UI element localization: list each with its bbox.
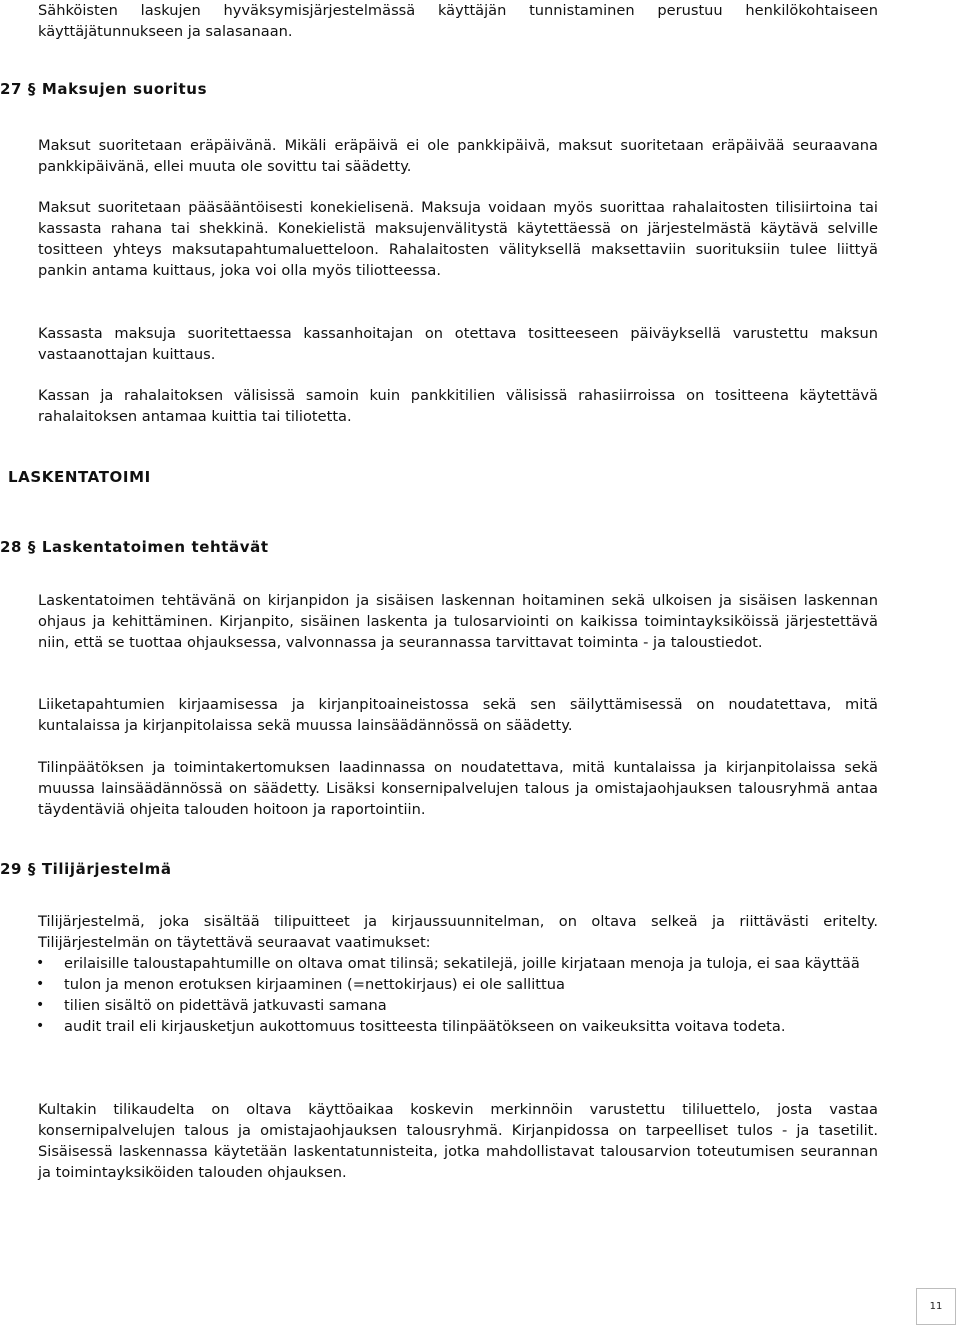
- paragraph-bank-transfers: Kassan ja rahalaitoksen välisissä samoin kuin pankkitilien välisissä rahasiirroissa on tositteena käytettävä rahalaitoksen antamaa kuittia tai tiliotetta.: [38, 387, 878, 425]
- list-item-text: tulon ja menon erotuksen kirjaaminen (=nettokirjaus) ei ole sallittua: [64, 976, 565, 993]
- paragraph-authentication: Sähköisten laskujen hyväksymisjärjestelmässä käyttäjän tunnistaminen perustuu henkilökohtaiseen käyttäjätunnukseen ja salasanaan.: [38, 2, 878, 40]
- section-heading-29: 29 § Tilijärjestelmä: [0, 860, 172, 878]
- paragraph-account-system: Tilijärjestelmä, joka sisältää tilipuitteet ja kirjaussuunnitelman, on oltava selkeä ja riittävästi eritelty. Tilijärjestelmän on täytettävä seuraavat vaatimukset:: [38, 913, 878, 951]
- section-heading-27: 27 § Maksujen suoritus: [0, 80, 208, 98]
- bullet-icon: •: [36, 1018, 45, 1034]
- list-item: [38, 953, 878, 974]
- list-item: [38, 974, 878, 995]
- paragraph-recording: Liiketapahtumien kirjaamisessa ja kirjanpitoaineistossa sekä sen säilyttämisessä on noudatettava, mitä kuntalaissa ja kirjanpitolaissa sekä muussa lainsäädännössä on säädetty.: [38, 696, 878, 734]
- paragraph-account-list: Kultakin tilikaudelta on oltava käyttöaikaa koskevin merkinnöin varustettu tililuettelo, josta vastaa konsernipalvelujen talous ja omistajaohjauksen talousryhmä. Kirjanpidossa on tarpeelliset tulos - ja tasetilit. Sisäisessä laskennassa käytetään laskentatunnisteita, jotka mahdollistavat talousarvion toteutumisen seurannan ja toimintayksiköiden talouden ohjauksen.: [38, 1101, 878, 1181]
- requirements-list: [38, 953, 878, 1037]
- list-item: [38, 995, 878, 1016]
- list-item-text: tilien sisältö on pidettävä jatkuvasti samana: [64, 997, 387, 1014]
- bullet-icon: •: [36, 955, 45, 971]
- paragraph-accounting-tasks: Laskentatoimen tehtävänä on kirjanpidon ja sisäisen laskennan hoitaminen sekä ulkoisen ja sisäisen laskennan ohjaus ja kehittäminen. Kirjanpito, sisäinen laskenta ja tulosarviointi on kaikissa toimintayksiköissä järjestettävä niin, että se tuottaa ohjauksessa, valvonnassa ja seurannassa tarvittavat toiminta - ja taloustiedot.: [38, 592, 878, 651]
- bullet-icon: •: [36, 997, 45, 1013]
- paragraph-cash-payments: Kassasta maksuja suoritettaessa kassanhoitajan on otettava tositteeseen päiväyksellä varustettu maksun vastaanottajan kuittaus.: [38, 325, 878, 363]
- page-number: 11: [916, 1288, 956, 1325]
- list-item-text: erilaisille taloustapahtumille on oltava omat tilinsä; sekatilejä, joille kirjataan menoja ja tuloja, ei saa käyttää: [64, 955, 860, 972]
- list-item-text: audit trail eli kirjausketjun aukottomuus tositteesta tilinpäätökseen on vaikeuksitta voitava todeta.: [64, 1018, 786, 1035]
- paragraph-financial-statements: Tilinpäätöksen ja toimintakertomuksen laadinnassa on noudatettava, mitä kuntalaissa ja kirjanpitolaissa sekä muussa lainsäädännössä on säädetty. Lisäksi konsernipalvelujen talous ja omistajaohjauksen talousryhmä antaa täydentäviä ohjeita talouden hoitoon ja raportointiin.: [38, 759, 878, 818]
- chapter-heading-laskentatoimi: LASKENTATOIMI: [8, 468, 151, 486]
- paragraph-electronic-payments: Maksut suoritetaan pääsääntöisesti konekielisenä. Maksuja voidaan myös suorittaa rahalaitosten tilisiirtoina tai kassasta rahana tai shekkinä. Konekielistä maksujenvälitystä käytettäessä on järjestelmästä käytävä selville tositteen yhteys maksutapahtumaluetteloon. Rahalaitosten välityksellä maksettaviin suorituksiin tulee liittyä pankin antama kuittaus, joka voi olla myös tiliotteessa.: [38, 199, 878, 279]
- bullet-icon: •: [36, 976, 45, 992]
- section-heading-28: 28 § Laskentatoimen tehtävät: [0, 538, 269, 556]
- list-item: [38, 1016, 878, 1037]
- paragraph-due-date: Maksut suoritetaan eräpäivänä. Mikäli eräpäivä ei ole pankkipäivä, maksut suoritetaan eräpäivää seuraavana pankkipäivänä, ellei muuta ole sovittu tai säädetty.: [38, 137, 878, 175]
